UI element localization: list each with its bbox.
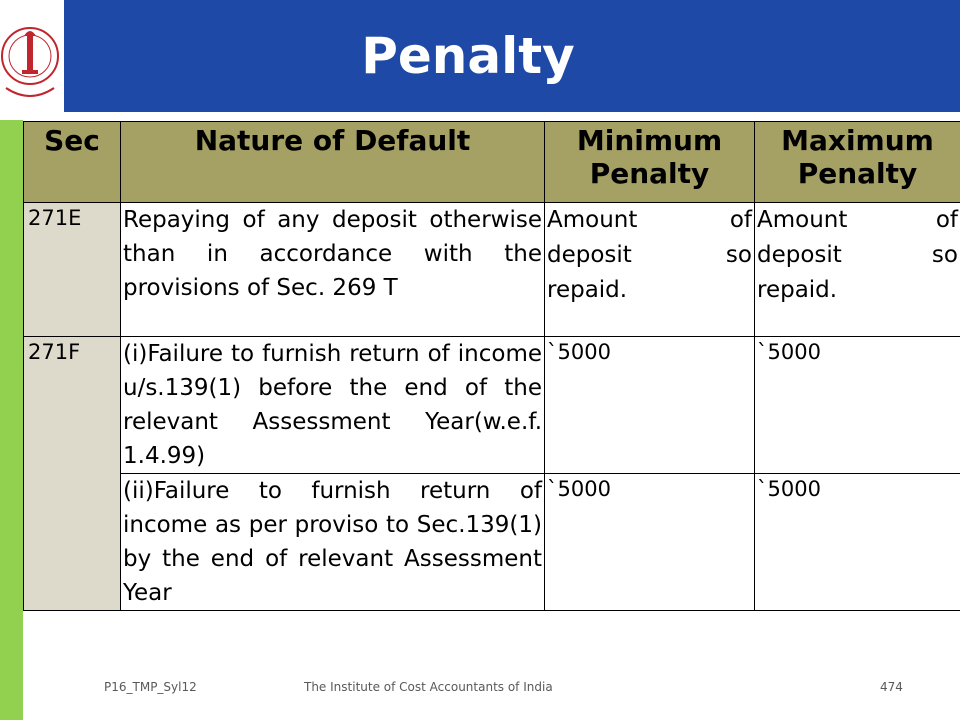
penalty-table (23, 121, 960, 611)
nature-cell: (ii)Failure to furnish return of income as per proviso to Sec.139(1) by the end of relevant Assessment Year (121, 474, 545, 611)
table-row (24, 474, 960, 611)
nature-cell: Repaying of any deposit otherwise than in accordance with the provisions of Sec. 269 T (121, 203, 545, 337)
header-minimum: Minimum Penalty (545, 122, 755, 203)
table-header-row (24, 122, 960, 203)
maximum-cell: `5000 (755, 337, 960, 474)
header-nature: Nature of Default (121, 122, 545, 203)
header-sec: Sec (24, 122, 121, 203)
table-row (24, 203, 960, 337)
minimum-cell: `5000 (545, 337, 755, 474)
sec-cell: 271F (24, 337, 121, 611)
header-maximum: Maximum Penalty (755, 122, 960, 203)
footer-page-number: 474 (880, 680, 903, 694)
footer-code: P16_TMP_Syl12 (104, 680, 197, 694)
accent-bar (0, 120, 23, 720)
table-row (24, 337, 960, 474)
slide-title: Penalty (361, 27, 575, 85)
sec-cell: 271E (24, 203, 121, 337)
nature-cell: (i)Failure to furnish return of income u/s.139(1) before the end of the relevant Assessment Year(w.e.f. 1.4.99) (121, 337, 545, 474)
minimum-cell: Amount of deposit so repaid. (545, 203, 755, 337)
maximum-cell: `5000 (755, 474, 960, 611)
footer-institute: The Institute of Cost Accountants of India (304, 680, 553, 694)
institute-seal-icon (0, 0, 64, 112)
slide-header (64, 0, 960, 112)
maximum-cell: Amount of deposit so repaid. (755, 203, 960, 337)
institute-logo (0, 0, 64, 112)
minimum-cell: `5000 (545, 474, 755, 611)
